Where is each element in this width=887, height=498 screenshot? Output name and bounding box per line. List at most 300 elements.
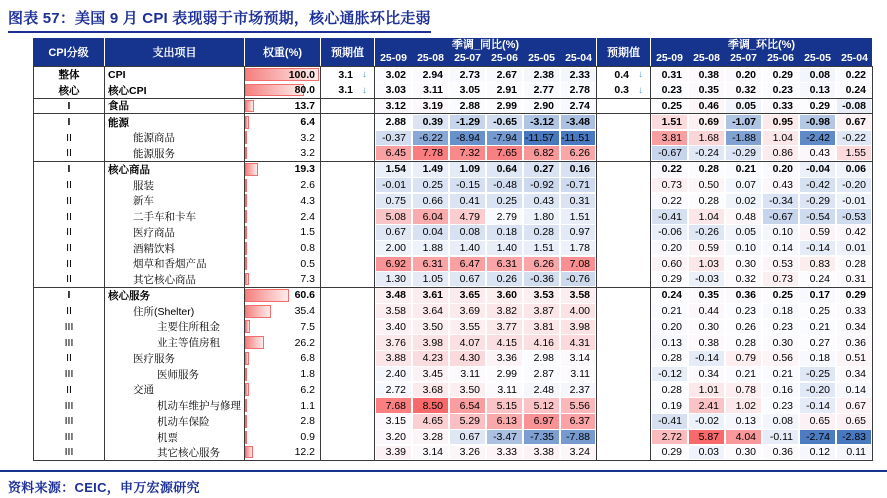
mom-cell	[725, 382, 762, 398]
mom-cell	[688, 114, 725, 130]
mom-value: 1.04	[763, 131, 798, 145]
weight-cell	[245, 398, 321, 414]
table-row	[33, 398, 873, 414]
weight-cell	[245, 83, 321, 98]
yoy-value: 3.11	[450, 367, 485, 381]
item-cell: 机动车维护与修理	[105, 398, 245, 414]
yoy-cell	[412, 83, 449, 98]
mom-value: -0.25	[800, 367, 835, 381]
page-title: 图表 57：美国 9 月 CPI 表现弱于市场预期，核心通胀环比走弱	[8, 7, 431, 33]
weight-cell	[245, 335, 321, 351]
yoy-value: 1.40	[450, 241, 485, 255]
expected-mom-cell	[597, 67, 651, 83]
mom-cell	[688, 240, 725, 256]
mom-cell	[836, 272, 873, 287]
mom-value: -1.07	[726, 115, 761, 129]
yoy-cell	[560, 429, 597, 445]
month-label: 25-07	[730, 52, 757, 64]
yoy-cell	[560, 225, 597, 241]
yoy-value: 1.09	[450, 162, 485, 176]
mom-cell	[762, 414, 799, 430]
table-row	[33, 303, 873, 319]
mom-cell	[651, 209, 688, 225]
yoy-value: 3.12	[376, 99, 411, 112]
yoy-cell	[375, 146, 412, 161]
mom-value: -0.54	[800, 209, 835, 223]
yoy-value: 3.45	[413, 367, 448, 381]
yoy-value: 0.64	[487, 162, 522, 176]
yoy-cell	[375, 382, 412, 398]
expected-mom-cell	[597, 414, 651, 430]
expected-yoy-cell	[321, 414, 375, 430]
yoy-cell	[375, 303, 412, 319]
yoy-cell	[449, 162, 486, 178]
table-row	[33, 319, 873, 335]
mom-value: 0.65	[837, 414, 871, 428]
level-cell: III	[33, 366, 105, 382]
yoy-value: 3.02	[376, 68, 411, 82]
expected-mom-cell	[597, 99, 651, 114]
mom-value: 0.36	[726, 288, 761, 302]
mom-cell	[762, 114, 799, 130]
mom-cell	[762, 398, 799, 414]
yoy-value: -0.48	[487, 178, 522, 192]
mom-cell	[688, 429, 725, 445]
mom-cell	[799, 99, 836, 114]
expected-yoy-cell	[321, 240, 375, 256]
yoy-cell	[449, 240, 486, 256]
mom-value: 0.42	[837, 225, 871, 239]
mom-cell	[725, 240, 762, 256]
mom-value: 0.43	[800, 146, 835, 159]
yoy-cell	[523, 429, 560, 445]
yoy-value: -7.88	[561, 430, 595, 444]
yoy-month-row	[375, 51, 596, 66]
yoy-cell	[412, 162, 449, 178]
level-cell: II	[33, 225, 105, 241]
yoy-value: 6.04	[413, 209, 448, 223]
down-arrow-icon: ↓	[638, 69, 643, 81]
yoy-cell	[523, 162, 560, 178]
mom-value: 0.35	[689, 288, 724, 302]
yoy-value: 3.48	[376, 288, 411, 302]
mom-cell	[799, 288, 836, 304]
yoy-cell	[412, 351, 449, 367]
level-cell: III	[33, 414, 105, 430]
mom-value: 0.30	[726, 446, 761, 459]
yoy-value: 7.32	[450, 146, 485, 159]
mom-cell	[836, 146, 873, 161]
mom-value: 0.22	[837, 68, 871, 82]
table-row	[33, 351, 873, 367]
table-row	[33, 130, 873, 146]
month-label: 25-06	[767, 52, 794, 64]
expected-yoy-cell	[321, 209, 375, 225]
weight-value: 0.9	[300, 431, 315, 444]
level-cell: 核心	[33, 83, 105, 98]
yoy-cell	[412, 256, 449, 272]
yoy-cell	[375, 225, 412, 241]
header-expected-mom: 预期值	[597, 38, 651, 66]
mom-cell	[799, 319, 836, 335]
weight-value: 3.2	[300, 131, 315, 144]
expected-yoy-cell	[321, 67, 375, 83]
mom-cell	[799, 335, 836, 351]
yoy-value: -0.65	[487, 115, 522, 129]
mom-cell	[799, 366, 836, 382]
yoy-value: 7.65	[487, 146, 522, 159]
yoy-cell	[449, 319, 486, 335]
mom-cell	[651, 99, 688, 114]
yoy-cell	[412, 429, 449, 445]
yoy-cell	[486, 398, 523, 414]
mom-value: 0.14	[837, 383, 871, 397]
yoy-value: 4.07	[450, 335, 485, 349]
yoy-value: 0.31	[561, 194, 595, 208]
yoy-value: -6.22	[413, 131, 448, 145]
yoy-cell	[560, 272, 597, 287]
expected-mom-cell	[597, 429, 651, 445]
down-arrow-icon: ↓	[362, 84, 367, 96]
mom-cell	[762, 335, 799, 351]
header-mom-title: 季调_环比(%)	[727, 39, 796, 51]
yoy-value: 6.92	[376, 257, 411, 271]
mom-cell	[799, 351, 836, 367]
weight-cell	[245, 414, 321, 430]
yoy-value: -0.71	[561, 178, 595, 192]
yoy-value: 6.26	[561, 146, 595, 159]
mom-cell	[762, 130, 799, 146]
mom-value: -0.41	[652, 414, 687, 428]
yoy-cell	[486, 414, 523, 430]
mom-cell	[762, 429, 799, 445]
footer-divider	[0, 470, 887, 472]
mom-cell	[651, 256, 688, 272]
mom-cell	[725, 288, 762, 304]
mom-cell	[762, 146, 799, 161]
expected-mom-cell	[597, 303, 651, 319]
yoy-value: 1.54	[376, 162, 411, 176]
mom-cell	[688, 256, 725, 272]
yoy-value: 0.04	[413, 225, 448, 239]
yoy-value: 3.11	[487, 383, 522, 397]
mom-value: 0.32	[726, 272, 761, 285]
mom-value: 1.02	[726, 398, 761, 412]
yoy-value: 4.79	[450, 209, 485, 223]
item-cell: 住所(Shelter)	[105, 303, 245, 319]
weight-cell	[245, 240, 321, 256]
table-row	[33, 366, 873, 382]
mom-value: 0.21	[726, 367, 761, 381]
yoy-cell	[412, 366, 449, 382]
yoy-value: -0.76	[561, 272, 595, 285]
yoy-value: -0.37	[376, 131, 411, 145]
mom-cell	[762, 209, 799, 225]
yoy-value: 2.88	[376, 115, 411, 129]
mom-cell	[688, 67, 725, 83]
mom-value: 0.33	[837, 304, 871, 318]
mom-cell	[651, 303, 688, 319]
mom-value: -2.83	[837, 430, 871, 444]
expected-mom-cell	[597, 366, 651, 382]
mom-value: -2.42	[800, 131, 835, 145]
weight-value: 1.1	[300, 399, 315, 412]
yoy-value: 3.65	[450, 288, 485, 302]
mom-cell	[725, 366, 762, 382]
item-cell: 能源服务	[105, 146, 245, 161]
table-body	[33, 67, 873, 461]
yoy-value: 4.23	[413, 351, 448, 365]
yoy-value: 3.68	[413, 383, 448, 397]
mom-value: -0.03	[689, 272, 724, 285]
yoy-value: 6.97	[524, 414, 559, 428]
mom-cell	[836, 303, 873, 319]
yoy-value: -3.12	[524, 115, 559, 129]
expected-yoy-cell	[321, 366, 375, 382]
yoy-value: 3.82	[487, 304, 522, 318]
mom-cell	[836, 193, 873, 209]
mom-value: 0.10	[726, 241, 761, 255]
yoy-value: 3.55	[450, 320, 485, 334]
mom-cell	[799, 303, 836, 319]
mom-value: 0.36	[837, 335, 871, 349]
weight-value: 1.5	[300, 226, 315, 239]
mom-cell	[725, 99, 762, 114]
yoy-cell	[449, 130, 486, 146]
mom-value: -0.14	[689, 351, 724, 365]
mom-month-row	[651, 51, 872, 66]
expected-yoy-value: 3.1	[338, 84, 353, 97]
mom-value: 0.11	[837, 446, 871, 459]
mom-value: 0.31	[837, 272, 871, 285]
mom-value: 0.21	[726, 162, 761, 176]
expected-yoy-cell	[321, 429, 375, 445]
expected-mom-cell	[597, 177, 651, 193]
mom-cell	[799, 240, 836, 256]
yoy-value: 2.94	[413, 68, 448, 82]
yoy-cell	[375, 177, 412, 193]
mom-cell	[651, 162, 688, 178]
month-label: 25-04	[565, 52, 592, 64]
mom-cell	[651, 335, 688, 351]
mom-cell	[651, 272, 688, 287]
yoy-value: 4.16	[524, 335, 559, 349]
mom-cell	[836, 162, 873, 178]
yoy-value: -7.35	[524, 430, 559, 444]
mom-cell	[799, 256, 836, 272]
yoy-cell	[412, 193, 449, 209]
month-label: 25-05	[804, 52, 831, 64]
mom-value: 0.19	[652, 398, 687, 412]
weight-cell	[245, 130, 321, 146]
mom-value: 0.59	[800, 225, 835, 239]
yoy-value: 1.51	[561, 209, 595, 223]
mom-cell	[651, 398, 688, 414]
yoy-cell	[412, 99, 449, 114]
yoy-value: 2.74	[561, 99, 595, 112]
yoy-cell	[449, 83, 486, 98]
yoy-cell	[523, 114, 560, 130]
table-row	[33, 414, 873, 430]
weight-cell	[245, 319, 321, 335]
yoy-cell	[523, 398, 560, 414]
yoy-cell	[486, 209, 523, 225]
level-cell: II	[33, 303, 105, 319]
yoy-cell	[412, 303, 449, 319]
mom-value: 0.60	[652, 257, 687, 271]
mom-cell	[836, 256, 873, 272]
yoy-value: 0.16	[561, 162, 595, 176]
mom-value: 0.20	[652, 320, 687, 334]
yoy-cell	[486, 303, 523, 319]
mom-cell	[762, 99, 799, 114]
expected-yoy-cell	[321, 319, 375, 335]
weight-cell	[245, 209, 321, 225]
yoy-cell	[560, 177, 597, 193]
yoy-value: 3.05	[450, 83, 485, 97]
yoy-cell	[449, 99, 486, 114]
mom-cell	[688, 209, 725, 225]
yoy-cell	[449, 272, 486, 287]
expected-yoy-cell	[321, 351, 375, 367]
mom-value: -0.20	[837, 178, 871, 192]
weight-value: 6.4	[300, 116, 315, 129]
yoy-cell	[412, 319, 449, 335]
mom-value: 0.38	[689, 68, 724, 82]
weight-value: 80.0	[294, 84, 315, 97]
item-cell: 服装	[105, 177, 245, 193]
yoy-value: 8.50	[413, 398, 448, 412]
mom-cell	[725, 209, 762, 225]
mom-value: 0.30	[763, 335, 798, 349]
mom-value: 0.06	[837, 162, 871, 176]
yoy-value: -11.57	[524, 131, 559, 145]
mom-value: 0.35	[689, 83, 724, 97]
level-cell: 整体	[33, 67, 105, 83]
mom-cell	[688, 414, 725, 430]
mom-value: 0.23	[763, 320, 798, 334]
yoy-cell	[375, 240, 412, 256]
yoy-value: 6.26	[524, 257, 559, 271]
mom-value: 0.26	[726, 320, 761, 334]
yoy-value: 3.50	[450, 383, 485, 397]
yoy-value: 0.27	[524, 162, 559, 176]
yoy-cell	[523, 414, 560, 430]
yoy-value: -8.94	[450, 131, 485, 145]
yoy-value: 0.67	[450, 430, 485, 444]
mom-value: 0.86	[763, 146, 798, 159]
mom-cell	[799, 209, 836, 225]
yoy-cell	[375, 193, 412, 209]
mom-cell	[725, 445, 762, 460]
mom-cell	[688, 382, 725, 398]
mom-cell	[836, 382, 873, 398]
expected-yoy-cell	[321, 225, 375, 241]
item-cell: 医疗商品	[105, 225, 245, 241]
mom-value: 4.04	[726, 430, 761, 444]
yoy-cell	[449, 146, 486, 161]
mom-cell	[651, 319, 688, 335]
mom-value: -0.29	[726, 146, 761, 159]
mom-value: 1.03	[689, 257, 724, 271]
expected-mom-cell	[597, 114, 651, 130]
yoy-cell	[449, 445, 486, 460]
expected-mom-cell	[597, 193, 651, 209]
yoy-value: 3.24	[561, 446, 595, 459]
weight-value: 0.8	[300, 242, 315, 255]
yoy-value: 0.18	[487, 225, 522, 239]
weight-value: 3.2	[300, 147, 315, 160]
weight-value: 6.8	[300, 352, 315, 365]
mom-cell	[762, 288, 799, 304]
mom-value: 0.69	[689, 115, 724, 129]
yoy-cell	[486, 99, 523, 114]
mom-cell	[799, 162, 836, 178]
table-row	[33, 382, 873, 398]
mom-value: 0.29	[652, 272, 687, 285]
mom-cell	[836, 351, 873, 367]
yoy-cell	[375, 445, 412, 460]
yoy-value: 2.78	[561, 83, 595, 97]
expected-yoy-cell	[321, 303, 375, 319]
yoy-cell	[523, 351, 560, 367]
yoy-value: 2.33	[561, 68, 595, 82]
mom-value: -0.67	[652, 146, 687, 159]
mom-cell	[799, 414, 836, 430]
yoy-value: 3.15	[376, 414, 411, 428]
expected-yoy-value: 3.1	[338, 68, 353, 81]
mom-value: 0.29	[800, 99, 835, 112]
mom-cell	[688, 225, 725, 241]
mom-cell	[725, 398, 762, 414]
level-cell: II	[33, 382, 105, 398]
mom-value: -0.08	[837, 99, 871, 112]
level-cell: II	[33, 177, 105, 193]
level-cell: I	[33, 114, 105, 130]
mom-value: 0.29	[652, 446, 687, 459]
mom-value: -0.06	[652, 225, 687, 239]
yoy-cell	[375, 130, 412, 146]
yoy-cell	[449, 209, 486, 225]
yoy-value: -1.29	[450, 115, 485, 129]
mom-value: 0.23	[763, 83, 798, 97]
mom-cell	[688, 445, 725, 460]
mom-cell	[836, 398, 873, 414]
mom-cell	[688, 162, 725, 178]
expected-mom-value: 0.3	[614, 84, 629, 97]
yoy-cell	[523, 240, 560, 256]
yoy-cell	[486, 162, 523, 178]
mom-cell	[836, 114, 873, 130]
table-row	[33, 114, 873, 130]
level-cell: III	[33, 335, 105, 351]
yoy-cell	[486, 445, 523, 460]
mom-cell	[799, 130, 836, 146]
mom-cell	[799, 398, 836, 414]
weight-value: 7.5	[300, 320, 315, 333]
mom-cell	[799, 445, 836, 460]
yoy-cell	[560, 303, 597, 319]
yoy-cell	[523, 225, 560, 241]
mom-value: 0.20	[726, 68, 761, 82]
yoy-cell	[486, 272, 523, 287]
mom-value: 0.23	[726, 304, 761, 318]
mom-value: 0.13	[652, 335, 687, 349]
yoy-value: 1.78	[561, 241, 595, 255]
down-arrow-icon: ↓	[362, 69, 367, 81]
mom-cell	[725, 162, 762, 178]
mom-value: 0.20	[763, 162, 798, 176]
